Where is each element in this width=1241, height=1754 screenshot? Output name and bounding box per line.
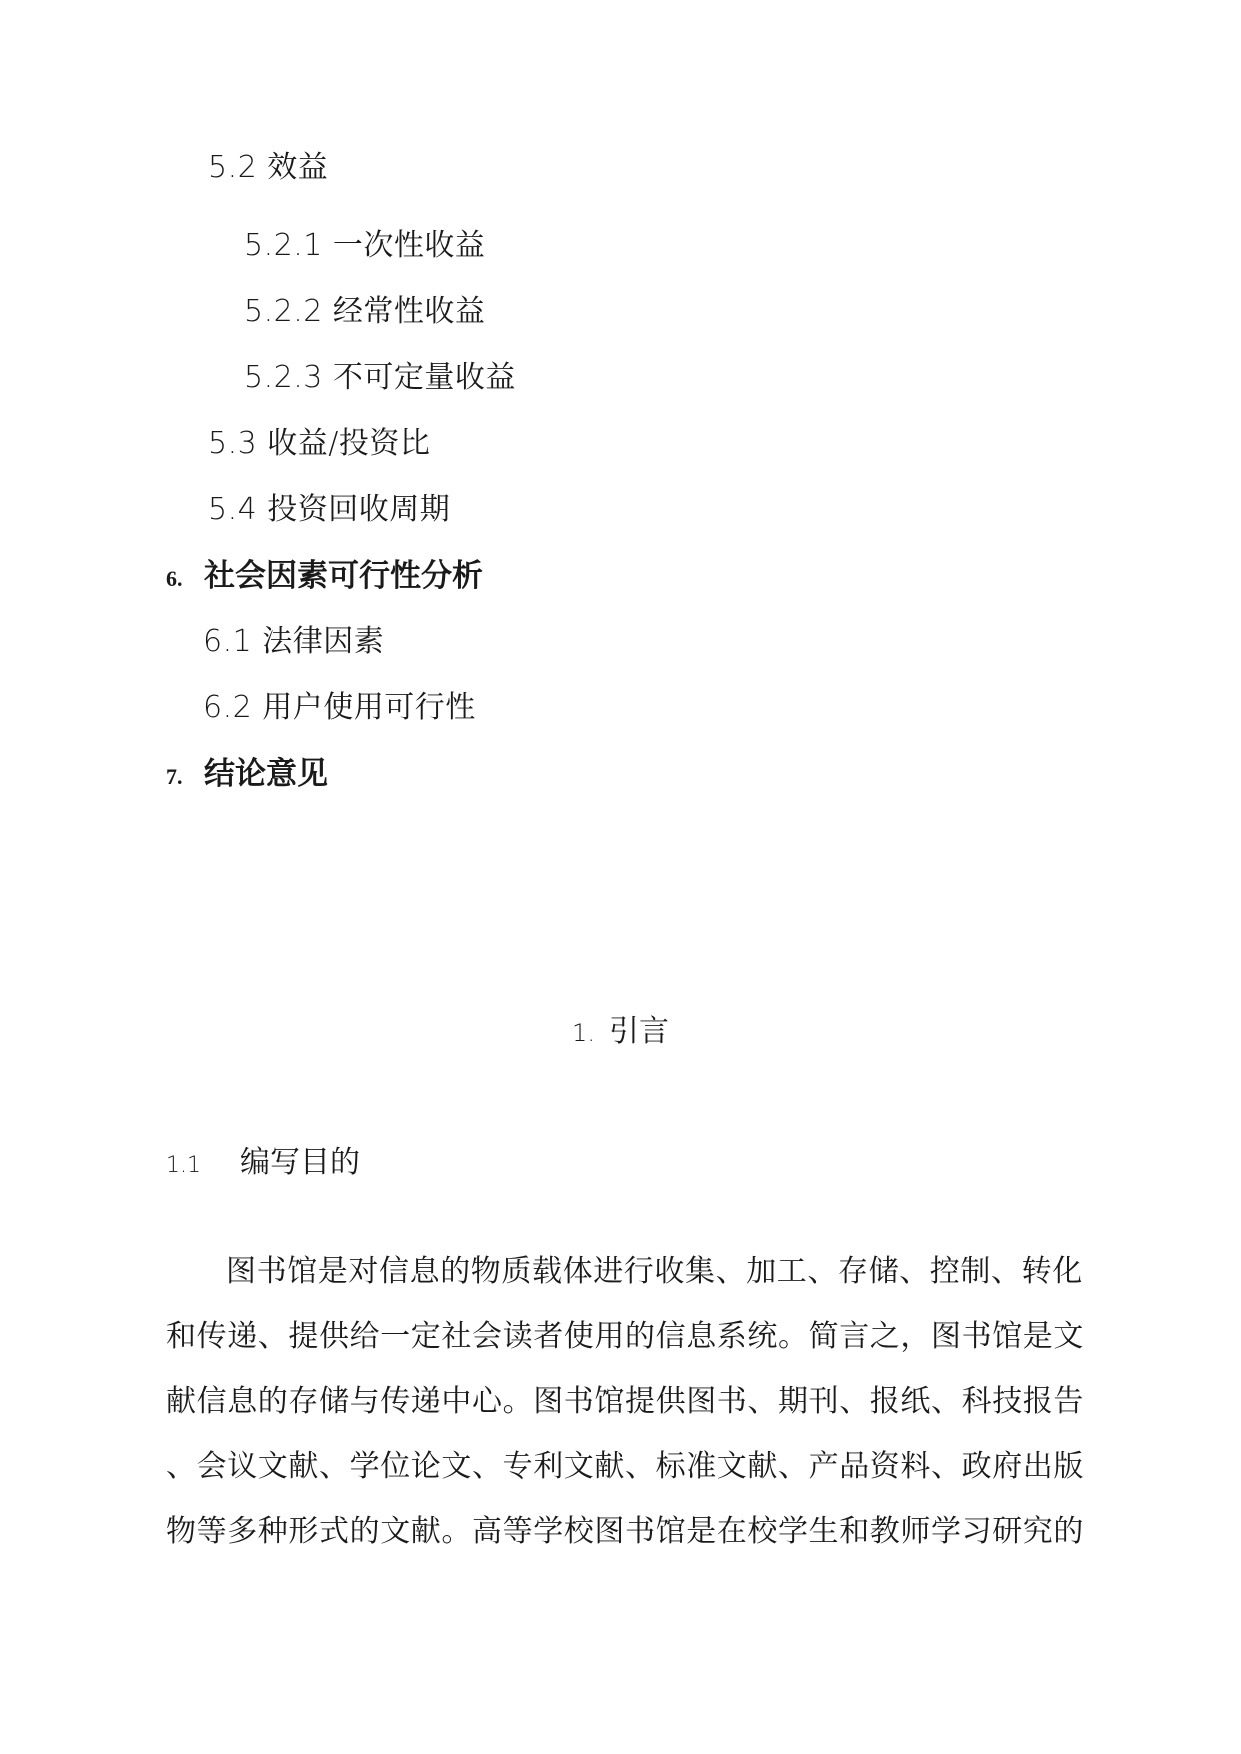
toc-label: 经常性收益 (332, 294, 486, 329)
toc-label: 投资回收周期 (267, 492, 451, 527)
subsection-heading (166, 1143, 360, 1186)
toc-entry-5-4[interactable] (208, 490, 450, 530)
toc-number: 7. (166, 764, 183, 789)
toc-entry-5-2[interactable] (208, 148, 328, 188)
toc-label: 一次性收益 (332, 228, 486, 263)
section-number: 1. (572, 1019, 595, 1047)
toc-entry-6-1[interactable] (203, 622, 384, 662)
toc-entry-5-2-3[interactable] (244, 358, 516, 398)
toc-number: 5.2.2 (244, 294, 323, 329)
body-paragraph (166, 1239, 1084, 1564)
toc-number: 5.2 (208, 150, 258, 185)
body-line: 和传递、提供给一定社会读者使用的信息系统。简言之，图书馆是文 (166, 1319, 1084, 1354)
toc-label: 收益/投资比 (267, 426, 431, 461)
body-line: 、会议文献、学位论文、专利文献、标准文献、产品资料、政府出版 (166, 1449, 1084, 1484)
toc-number: 5.2.1 (244, 228, 323, 263)
body-line: 图书馆是对信息的物质载体进行收集、加工、存储、控制、转化 (226, 1254, 1083, 1289)
toc-entry-6-2[interactable] (203, 688, 476, 728)
toc-entry-6[interactable] (166, 556, 483, 599)
toc-entry-5-3[interactable] (208, 424, 430, 464)
toc-entry-5-2-2[interactable] (244, 292, 485, 332)
toc-label: 效益 (267, 150, 329, 185)
toc-label: 法律因素 (262, 624, 385, 659)
toc-number: 5.3 (208, 426, 258, 461)
toc-number: 6.1 (203, 624, 253, 659)
toc-number: 5.4 (208, 492, 258, 527)
toc-label: 社会因素可行性分析 (204, 558, 483, 594)
body-line: 献信息的存储与传递中心。图书馆提供图书、期刊、报纸、科技报告 (166, 1384, 1084, 1419)
toc-entry-5-2-1[interactable] (244, 226, 485, 266)
toc-number: 6.2 (203, 690, 253, 725)
toc-label: 结论意见 (204, 756, 328, 792)
toc-number: 6. (166, 566, 183, 591)
toc-entry-7[interactable] (166, 754, 328, 797)
subsection-number: 1.1 (166, 1153, 201, 1178)
toc-number: 5.2.3 (244, 360, 323, 395)
toc-label: 不可定量收益 (332, 360, 516, 395)
subsection-title-text: 编写目的 (240, 1145, 360, 1180)
toc-label: 用户使用可行性 (262, 690, 476, 725)
body-line: 物等多种形式的文献。高等学校图书馆是在校学生和教师学习研究的 (166, 1514, 1084, 1549)
section-title-text: 引言 (608, 1014, 669, 1049)
section-heading (0, 1012, 1241, 1053)
